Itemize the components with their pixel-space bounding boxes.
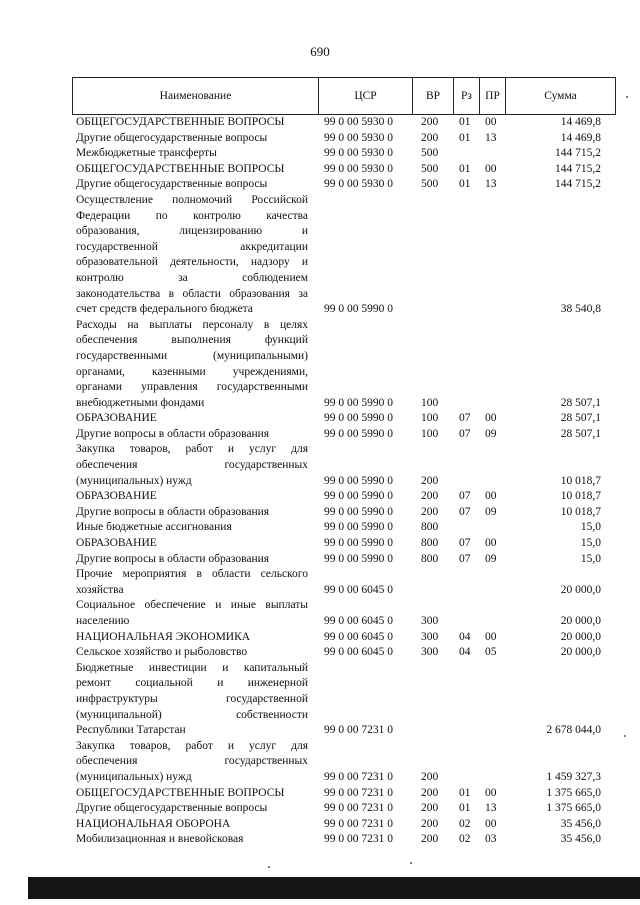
row-vr: 200 [421, 131, 439, 144]
table-row [72, 427, 616, 443]
row-pr: 09 [485, 427, 497, 440]
row-vr: 100 [421, 412, 439, 425]
row-csr: 99 0 00 5990 0 [324, 552, 393, 565]
table-row [72, 505, 616, 521]
row-name-line: ОБЩЕГОСУДАРСТВЕННЫЕ ВОПРОСЫ [76, 116, 285, 128]
row-rz: 01 [459, 116, 471, 128]
row-rz: 01 [459, 131, 471, 144]
row-name-line: Бюджетные инвестиции и капитальный [76, 661, 308, 674]
row-csr: 99 0 00 7231 0 [324, 786, 393, 799]
header-pr: ПР [480, 78, 506, 115]
row-csr: 99 0 00 5990 0 [324, 537, 393, 550]
row-name [76, 536, 308, 552]
row-pr: 13 [485, 131, 497, 144]
row-pr: 00 [485, 162, 497, 175]
row-name [76, 801, 308, 817]
row-name [76, 162, 308, 178]
row-vr: 500 [421, 178, 439, 191]
row-name-line: Другие общегосударственные вопросы [76, 802, 268, 815]
row-name-line: Другие вопросы в области образования [76, 552, 270, 565]
header-rz: Рз [454, 78, 480, 115]
row-name [76, 427, 308, 443]
row-name [76, 442, 308, 489]
row-name-line: хозяйства [76, 583, 124, 596]
row-sum: 20 000,0 [560, 583, 601, 596]
row-name [76, 739, 308, 786]
row-name-line: инфраструктуры государственной [76, 692, 308, 705]
table-row [72, 520, 616, 536]
table-row [72, 489, 616, 505]
row-pr: 13 [485, 802, 497, 815]
row-name-line: государственными (муниципальными) [76, 349, 308, 362]
row-name-line: контролю за соблюдением [76, 271, 308, 284]
row-rz: 04 [459, 630, 471, 643]
row-name [76, 552, 308, 568]
row-name-line: НАЦИОНАЛЬНАЯ ЭКОНОМИКА [76, 630, 251, 643]
row-rz: 04 [459, 646, 471, 659]
row-pr: 09 [485, 552, 497, 565]
row-sum: 1 375 665,0 [546, 786, 601, 799]
header-sum: Сумма [506, 78, 616, 115]
row-name [76, 832, 308, 848]
row-csr: 99 0 00 5990 0 [324, 427, 393, 440]
row-name [76, 520, 308, 536]
row-pr: 00 [485, 490, 497, 503]
table-row [72, 442, 616, 489]
row-name-line: органами управления государственными [76, 381, 308, 394]
row-vr: 200 [421, 505, 439, 518]
page-number: 690 [310, 44, 330, 59]
row-vr: 500 [421, 147, 439, 160]
table-row [72, 817, 616, 833]
row-name-line: законодательства в области образования за [76, 287, 308, 300]
row-csr: 99 0 00 5990 0 [324, 490, 393, 503]
row-name-line: (муниципальных) нужд [76, 770, 192, 783]
row-csr: 99 0 00 5990 0 [324, 303, 393, 316]
row-sum: 28 507,1 [560, 412, 601, 425]
table-body [72, 115, 616, 848]
row-csr: 99 0 00 5990 0 [324, 521, 393, 534]
row-name [76, 177, 308, 193]
row-name-line: ремонт социальной и инженерной [76, 677, 308, 690]
table-row [72, 739, 616, 786]
row-rz: 01 [459, 802, 471, 815]
row-name-line: обеспечения выполнения функций [76, 334, 308, 347]
row-csr: 99 0 00 7231 0 [324, 817, 393, 830]
row-csr: 99 0 00 6045 0 [324, 615, 393, 627]
row-name-line: ОБРАЗОВАНИЕ [76, 537, 157, 550]
row-pr: 05 [485, 646, 497, 659]
row-pr: 00 [485, 817, 497, 830]
row-name-line: Социальное обеспечение и иные выплаты [76, 599, 308, 612]
row-rz: 02 [459, 833, 471, 846]
table-row [72, 630, 616, 646]
row-csr: 99 0 00 7231 0 [324, 833, 393, 846]
row-name [76, 786, 308, 802]
row-csr: 99 0 00 5930 0 [324, 131, 393, 144]
row-name-line: государственной аккредитации [76, 240, 308, 253]
row-sum: 144 715,2 [555, 178, 601, 191]
row-vr: 200 [421, 490, 439, 503]
row-name-line: Осуществление полномочий Российской [76, 193, 308, 206]
row-name-line: обеспечения государственных [76, 755, 308, 768]
row-csr: 99 0 00 5990 0 [324, 474, 393, 487]
row-rz: 07 [459, 552, 471, 565]
row-sum: 15,0 [580, 552, 601, 565]
row-name [76, 193, 308, 318]
row-csr: 99 0 00 6045 0 [324, 583, 393, 596]
row-sum: 1 459 327,3 [546, 770, 601, 783]
row-pr: 03 [485, 833, 497, 846]
table-row [72, 552, 616, 568]
row-rz: 01 [459, 162, 471, 175]
row-name-line: обеспечения государственных [76, 459, 308, 472]
row-vr: 300 [421, 630, 439, 643]
row-vr: 100 [421, 427, 439, 440]
row-name [76, 630, 308, 646]
row-vr: 300 [421, 615, 439, 627]
table-row [72, 786, 616, 802]
table-row [72, 131, 616, 147]
row-sum: 144 715,2 [555, 162, 601, 175]
scan-speck [626, 96, 628, 98]
row-csr: 99 0 00 5990 0 [324, 412, 393, 425]
row-name [76, 645, 308, 661]
row-csr: 99 0 00 6045 0 [324, 630, 393, 643]
table-row [72, 598, 616, 629]
row-rz: 07 [459, 412, 471, 425]
row-sum: 20 000,0 [560, 615, 601, 627]
row-vr: 200 [421, 116, 439, 128]
row-name [76, 115, 308, 131]
row-csr: 99 0 00 7231 0 [324, 770, 393, 783]
row-pr: 00 [485, 630, 497, 643]
row-sum: 14 469,8 [560, 131, 601, 144]
row-name [76, 411, 308, 427]
scan-speck [268, 866, 270, 868]
row-sum: 38 540,8 [560, 303, 601, 316]
table-row [72, 567, 616, 598]
row-name-line: Сельское хозяйство и рыболовство [76, 646, 248, 659]
header-vr: ВР [413, 78, 454, 115]
row-pr: 00 [485, 537, 497, 550]
row-vr: 800 [421, 537, 439, 550]
header-csr: ЦСР [319, 78, 413, 115]
row-name [76, 505, 308, 521]
row-name-line: Республики Татарстан [76, 724, 186, 737]
row-vr: 200 [421, 802, 439, 815]
row-name-line: Федерации по контролю качества [76, 209, 308, 222]
row-name-line: Мобилизационная и вневойсковая [76, 833, 244, 846]
row-sum: 10 018,7 [560, 490, 601, 503]
row-sum: 35 456,0 [560, 817, 601, 830]
row-vr: 300 [421, 646, 439, 659]
row-name-line: Другие общегосударственные вопросы [76, 178, 268, 191]
row-pr: 13 [485, 178, 497, 191]
scan-speck [624, 735, 626, 737]
row-vr: 200 [421, 786, 439, 799]
row-rz: 02 [459, 817, 471, 830]
table-row [72, 536, 616, 552]
row-rz: 07 [459, 490, 471, 503]
table-row [72, 146, 616, 162]
row-name-line: Прочие мероприятия в области сельского [76, 568, 308, 581]
row-name-line: Межбюджетные трансферты [76, 147, 217, 160]
row-vr: 200 [421, 817, 439, 830]
table-row [72, 411, 616, 427]
row-name-line: Другие вопросы в области образования [76, 505, 270, 518]
scan-speck [410, 862, 412, 864]
row-rz: 07 [459, 427, 471, 440]
row-name-line: счет средств федерального бюджета [76, 303, 253, 316]
header-name: Наименование [73, 78, 319, 115]
row-name-line: НАЦИОНАЛЬНАЯ ОБОРОНА [76, 817, 231, 830]
row-vr: 200 [421, 833, 439, 846]
row-sum: 28 507,1 [560, 396, 601, 409]
table-row [72, 193, 616, 318]
row-name-line: Закупка товаров, работ и услуг для [76, 443, 308, 456]
scan-edge [28, 877, 640, 899]
row-name [76, 567, 308, 598]
table-row [72, 801, 616, 817]
row-name-line: образовательной деятельности, надзору и [76, 256, 308, 269]
row-vr: 100 [421, 396, 439, 409]
row-name-line: органами, казенными учреждениями, [76, 365, 308, 378]
row-sum: 35 456,0 [560, 833, 601, 846]
row-rz: 01 [459, 786, 471, 799]
row-name-line: населению [76, 615, 130, 627]
row-sum: 15,0 [580, 537, 601, 550]
row-sum: 20 000,0 [560, 646, 601, 659]
row-csr: 99 0 00 7231 0 [324, 802, 393, 815]
row-name [76, 817, 308, 833]
row-name-line: Иные бюджетные ассигнования [76, 521, 232, 534]
row-csr: 99 0 00 5990 0 [324, 505, 393, 518]
row-name [76, 598, 308, 629]
row-pr: 09 [485, 505, 497, 518]
row-name-line: Расходы на выплаты персоналу в целях [76, 318, 308, 331]
row-name-line: Другие общегосударственные вопросы [76, 131, 268, 144]
row-csr: 99 0 00 5930 0 [324, 116, 393, 128]
row-name-line: Другие вопросы в области образования [76, 427, 270, 440]
row-name-line: Закупка товаров, работ и услуг для [76, 739, 308, 752]
row-rz: 07 [459, 505, 471, 518]
table-row [72, 177, 616, 193]
row-pr: 00 [485, 412, 497, 425]
row-sum: 28 507,1 [560, 427, 601, 440]
row-vr: 200 [421, 474, 439, 487]
row-name-line: ОБЩЕГОСУДАРСТВЕННЫЕ ВОПРОСЫ [76, 786, 285, 799]
row-vr: 500 [421, 162, 439, 175]
row-sum: 1 375 665,0 [546, 802, 601, 815]
row-sum: 10 018,7 [560, 474, 601, 487]
table-row [72, 115, 616, 131]
row-rz: 01 [459, 178, 471, 191]
row-vr: 800 [421, 521, 439, 534]
table-row [72, 832, 616, 848]
row-rz: 07 [459, 537, 471, 550]
row-name [76, 661, 308, 739]
row-pr: 00 [485, 786, 497, 799]
table-row [72, 661, 616, 739]
row-name-line: ОБРАЗОВАНИЕ [76, 412, 157, 425]
row-csr: 99 0 00 5930 0 [324, 147, 393, 160]
row-name-line: (муниципальной) собственности [76, 708, 308, 721]
row-name [76, 131, 308, 147]
table-row [72, 318, 616, 412]
row-name-line: образования, лицензированию и [76, 225, 308, 238]
row-csr: 99 0 00 7231 0 [324, 724, 393, 737]
row-csr: 99 0 00 5930 0 [324, 162, 393, 175]
row-csr: 99 0 00 5990 0 [324, 396, 393, 409]
row-sum: 15,0 [580, 521, 601, 534]
table-row [72, 645, 616, 661]
row-vr: 200 [421, 770, 439, 783]
row-vr: 800 [421, 552, 439, 565]
row-sum: 14 469,8 [560, 116, 601, 128]
row-sum: 2 678 044,0 [546, 724, 601, 737]
row-sum: 144 715,2 [555, 147, 601, 160]
row-csr: 99 0 00 5930 0 [324, 178, 393, 191]
table-row [72, 162, 616, 178]
table-header [72, 77, 616, 115]
row-pr: 00 [485, 116, 497, 128]
row-name [76, 146, 308, 162]
row-name-line: (муниципальных) нужд [76, 474, 192, 487]
row-sum: 10 018,7 [560, 505, 601, 518]
row-name [76, 318, 308, 412]
row-sum: 20 000,0 [560, 630, 601, 643]
row-name-line: ОБРАЗОВАНИЕ [76, 490, 157, 503]
row-name [76, 489, 308, 505]
row-csr: 99 0 00 6045 0 [324, 646, 393, 659]
row-name-line: внебюджетными фондами [76, 396, 205, 409]
row-name-line: ОБЩЕГОСУДАРСТВЕННЫЕ ВОПРОСЫ [76, 162, 285, 175]
